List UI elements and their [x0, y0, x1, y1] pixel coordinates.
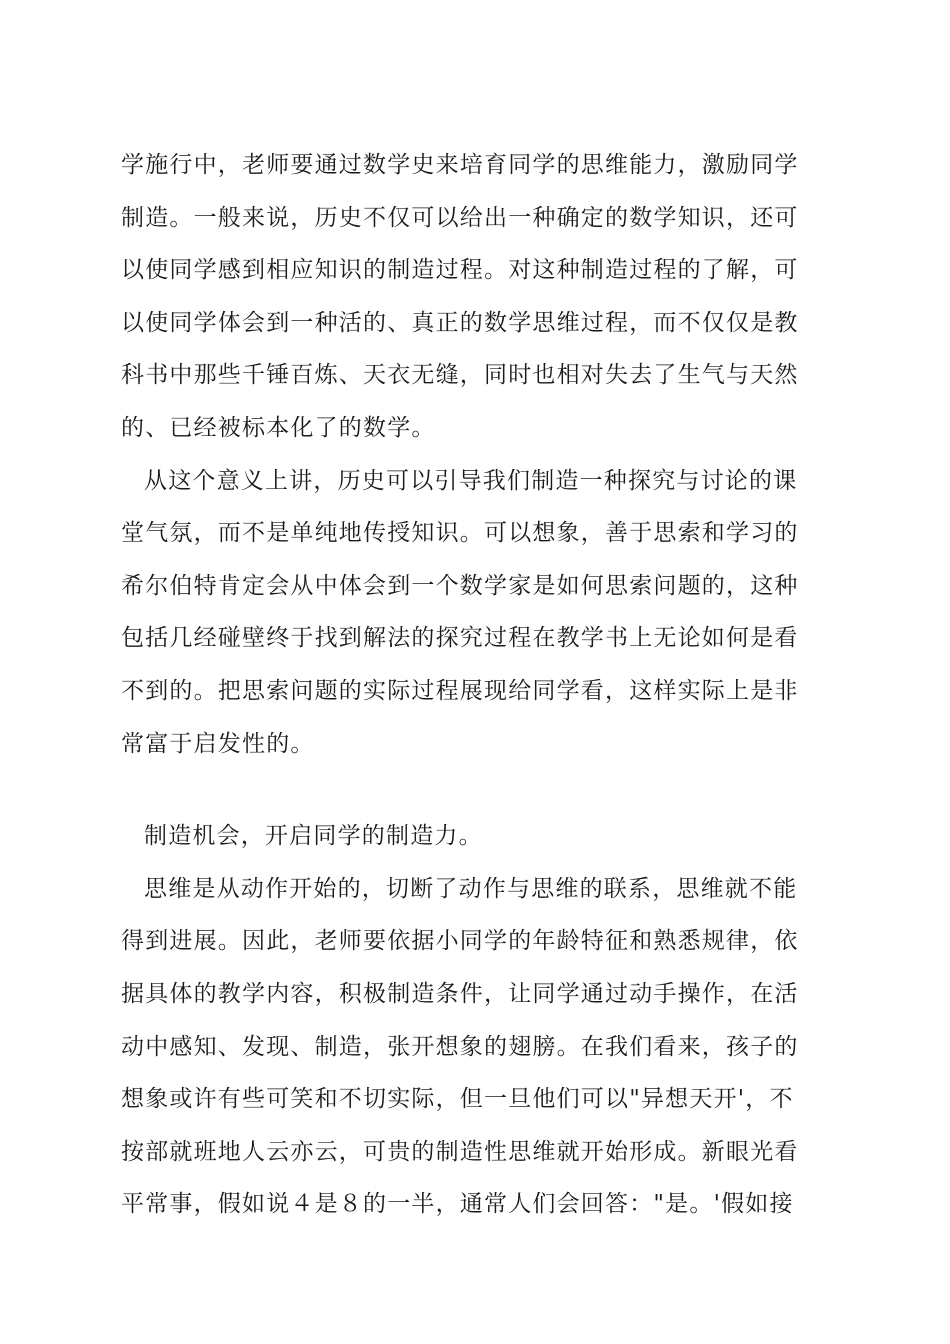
text-line: 按部就班地人云亦云，可贵的制造性思维就开始形成。新眼光看 [121, 1138, 799, 1165]
text-line: 堂气氛，而不是单纯地传授知识。可以想象，善于思索和学习的 [121, 520, 799, 547]
text-line: 从这个意义上讲，历史可以引导我们制造一种探究与讨论的课 [144, 467, 798, 494]
text-line: 学施行中，老师要通过数学史来培育同学的思维能力，激励同学 [121, 152, 799, 178]
text-line: 想象或许有些可笑和不切实际，但一旦他们可以"异想天开'，不 [121, 1086, 794, 1113]
text-line: 制造。一般来说，历史不仅可以给出一种确定的数学知识，还可 [121, 204, 799, 231]
text-line: 希尔伯特肯定会从中体会到一个数学家是如何思索问题的，这种 [121, 572, 799, 599]
text-line: 平常事，假如说４是８的一半，通常人们会回答："是。'假如接 [121, 1191, 794, 1218]
text-line: 科书中那些千锤百炼、天衣无缝，同时也相对失去了生气与天然 [121, 362, 799, 389]
text-line: 以使同学感到相应知识的制造过程。对这种制造过程的了解，可 [121, 257, 799, 284]
section-heading [121, 818, 833, 854]
paragraph-2 [121, 463, 833, 762]
document-body [121, 147, 833, 1239]
paragraph-spacer [121, 778, 833, 818]
text-line: 得到进展。因此，老师要依据小同学的年龄特征和熟悉规律，依 [121, 928, 799, 955]
text-line: 常富于启发性的。 [121, 730, 315, 757]
heading-line: 制造机会，开启同学的制造力。 [144, 823, 483, 850]
text-line: 据具体的教学内容，积极制造条件，让同学通过动手操作，在活 [121, 980, 799, 1007]
paragraph-1 [121, 147, 833, 446]
text-line: 思维是从动作开始的，切断了动作与思维的联系，思维就不能 [144, 875, 798, 902]
text-line: 以使同学体会到一种活的、真正的数学思维过程，而不仅仅是教 [121, 309, 799, 336]
paragraph-3 [121, 871, 833, 1223]
text-line: 的、已经被标本化了的数学。 [121, 414, 436, 441]
text-line: 不到的。把思索问题的实际过程展现给同学看，这样实际上是非 [121, 677, 799, 704]
text-line: 包括几经碰壁终于找到解法的探究过程在教学书上无论如何是看 [121, 625, 799, 652]
text-line: 动中感知、发现、制造，张开想象的翅膀。在我们看来，孩子的 [121, 1033, 799, 1060]
